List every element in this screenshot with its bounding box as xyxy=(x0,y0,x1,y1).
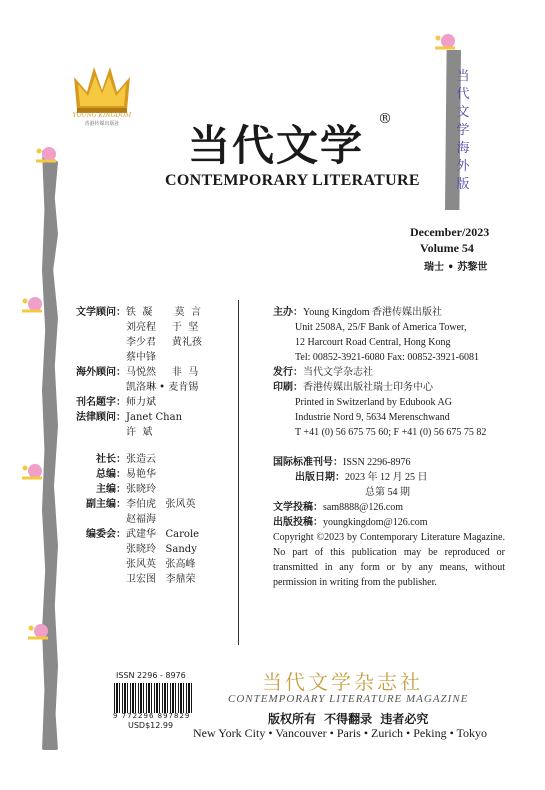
masthead-label: 刊名题字： xyxy=(76,397,126,408)
masthead-label xyxy=(70,380,126,395)
rights-notice: 版权所有 不得翻录 违者必究 xyxy=(268,712,429,726)
vertical-edition-label: 当代文学海外版 xyxy=(456,69,470,192)
pub-submission-email[interactable]: youngkingdom@126.com xyxy=(323,517,428,528)
cover-price: USD$12.99 xyxy=(128,721,174,730)
masthead-names: 张晓玲 Sandy xyxy=(126,544,197,555)
host-address-1: Unit 2508A, 25/F Bank of America Tower, xyxy=(295,322,467,333)
masthead-names: 马悦然 非 马 xyxy=(126,367,199,378)
masthead-names: 许 斌 xyxy=(126,427,153,438)
snail-icon xyxy=(22,295,44,313)
masthead-row xyxy=(70,320,230,335)
printer-line: 印刷：香港传媒出版社瑞士印务中心 xyxy=(273,382,433,393)
masthead-label xyxy=(70,425,126,440)
masthead-right xyxy=(273,305,505,590)
magazine-house-en: CONTEMPORARY LITERATURE MAGAZINE xyxy=(228,693,469,705)
masthead-row xyxy=(70,380,230,395)
logo-brand: YOUNG KINGDOM xyxy=(72,112,132,119)
masthead-names: 赵福海 xyxy=(126,514,156,525)
masthead-label: 主编： xyxy=(96,484,126,495)
masthead-row xyxy=(70,410,230,425)
logo-subtitle: 香港传媒出版社 xyxy=(84,121,120,127)
masthead-row xyxy=(70,440,230,452)
masthead-names: 李少君 黄礼孩 xyxy=(126,337,202,348)
masthead-label xyxy=(70,335,126,350)
lit-submission-line: 文学投稿：sam8888@126.com xyxy=(273,502,404,513)
masthead-names: 卫宏图 李鼎荣 xyxy=(126,574,196,585)
snail-icon xyxy=(22,462,44,480)
masthead-label: 法律顾问： xyxy=(76,412,126,423)
masthead-row xyxy=(70,482,230,497)
magazine-title-en: CONTEMPORARY LITERATURE xyxy=(165,172,420,189)
masthead-names: 易艳华 xyxy=(126,469,156,480)
snail-icon xyxy=(435,32,457,50)
total-issue: 总第 54 期 xyxy=(365,487,410,498)
masthead-row xyxy=(70,497,230,512)
magazine-house-cn: 当代文学杂志社 xyxy=(262,670,423,694)
host-line: 主办：Young Kingdom 香港传媒出版社 xyxy=(273,307,442,318)
registered-mark: ® xyxy=(378,111,392,127)
crown-logo-icon xyxy=(72,62,132,117)
masthead-names: 师力斌 xyxy=(126,397,156,408)
issn-line: 国际标准刊号：ISSN 2296-8976 xyxy=(273,457,411,468)
masthead-label xyxy=(70,557,126,572)
copyright-notice: Copyright ©2023 by Contemporary Literature Magazine. No part of this publication may be reproduced or transmitted in any form or by any means, without permission in writing from the publisher. xyxy=(273,532,505,588)
masthead-names: 铁 凝 莫 言 xyxy=(126,307,201,318)
magazine-title-cn: 当代文学 xyxy=(188,121,365,170)
masthead-label xyxy=(70,572,126,587)
masthead-row xyxy=(70,365,230,380)
masthead-left xyxy=(70,305,230,587)
masthead-row xyxy=(70,452,230,467)
masthead-row xyxy=(70,305,230,320)
masthead-label: 海外顾问： xyxy=(76,367,126,378)
masthead-names: 张风英 张高峰 xyxy=(126,559,196,570)
barcode-image xyxy=(114,683,194,713)
printer-address-1: Printed in Switzerland by Edubook AG xyxy=(295,397,452,408)
masthead-label xyxy=(70,350,126,365)
masthead-row xyxy=(70,527,230,542)
issue-volume: Volume 54 xyxy=(420,241,474,255)
masthead-row xyxy=(70,557,230,572)
barcode-issn: ISSN 2296 - 8976 xyxy=(116,671,186,680)
masthead-label: 文学顾问： xyxy=(76,307,126,318)
masthead-names: 张造云 xyxy=(126,454,156,465)
pub-submission-line: 出版投稿：youngkingdom@126.com xyxy=(273,517,428,528)
masthead-label xyxy=(70,542,126,557)
printer-address-2: Industrie Nord 9, 5634 Merenschwand xyxy=(295,412,450,423)
masthead-names: 凯洛琳 • 麦肯锡 xyxy=(126,382,199,393)
masthead-label: 总编： xyxy=(96,469,126,480)
barcode-number: 9 772296 897829 xyxy=(113,712,191,720)
masthead-row xyxy=(70,542,230,557)
masthead-row xyxy=(70,572,230,587)
snail-icon xyxy=(36,145,58,163)
masthead-names: Janet Chan xyxy=(126,412,183,423)
cities-line: New York City • Vancouver • Paris • Zurich • Peking • Tokyo xyxy=(193,726,488,740)
column-divider xyxy=(238,300,239,645)
snail-icon xyxy=(28,622,50,640)
masthead-names: 李伯虎 张风英 xyxy=(126,499,196,510)
publisher-line: 发行：当代文学杂志社 xyxy=(273,367,373,378)
masthead-row xyxy=(70,335,230,350)
masthead-label: 编委会： xyxy=(86,529,126,540)
masthead-names: 张晓玲 xyxy=(126,484,156,495)
masthead-row xyxy=(70,512,230,527)
pub-date-line: 出版日期：2023 年 12 月 25 日 xyxy=(295,472,428,483)
masthead-row xyxy=(70,467,230,482)
issue-place: 瑞士 • 苏黎世 xyxy=(424,262,488,273)
masthead-label xyxy=(70,512,126,527)
masthead-names: 武建华 Carole xyxy=(126,529,200,540)
masthead-label: 副主编： xyxy=(86,499,126,510)
masthead-label: 社长： xyxy=(96,454,126,465)
masthead-row xyxy=(70,425,230,440)
masthead-names: 刘亮程 于 坚 xyxy=(126,322,199,333)
masthead-names: 蔡中锋 xyxy=(126,352,156,363)
host-address-2: 12 Harcourt Road Central, Hong Kong xyxy=(295,337,451,348)
left-decorative-bar xyxy=(42,150,58,750)
issue-date: December/2023 xyxy=(410,225,490,239)
masthead-row xyxy=(70,350,230,365)
masthead-label xyxy=(70,440,126,452)
printer-phone: T +41 (0) 56 675 75 60; F +41 (0) 56 675 75 82 xyxy=(295,427,487,438)
lit-submission-email[interactable]: sam8888@126.com xyxy=(323,502,404,513)
masthead-row xyxy=(70,395,230,410)
host-phone: Tel: 00852-3921-6080 Fax: 00852-3921-6081 xyxy=(295,352,480,363)
masthead-label xyxy=(70,320,126,335)
